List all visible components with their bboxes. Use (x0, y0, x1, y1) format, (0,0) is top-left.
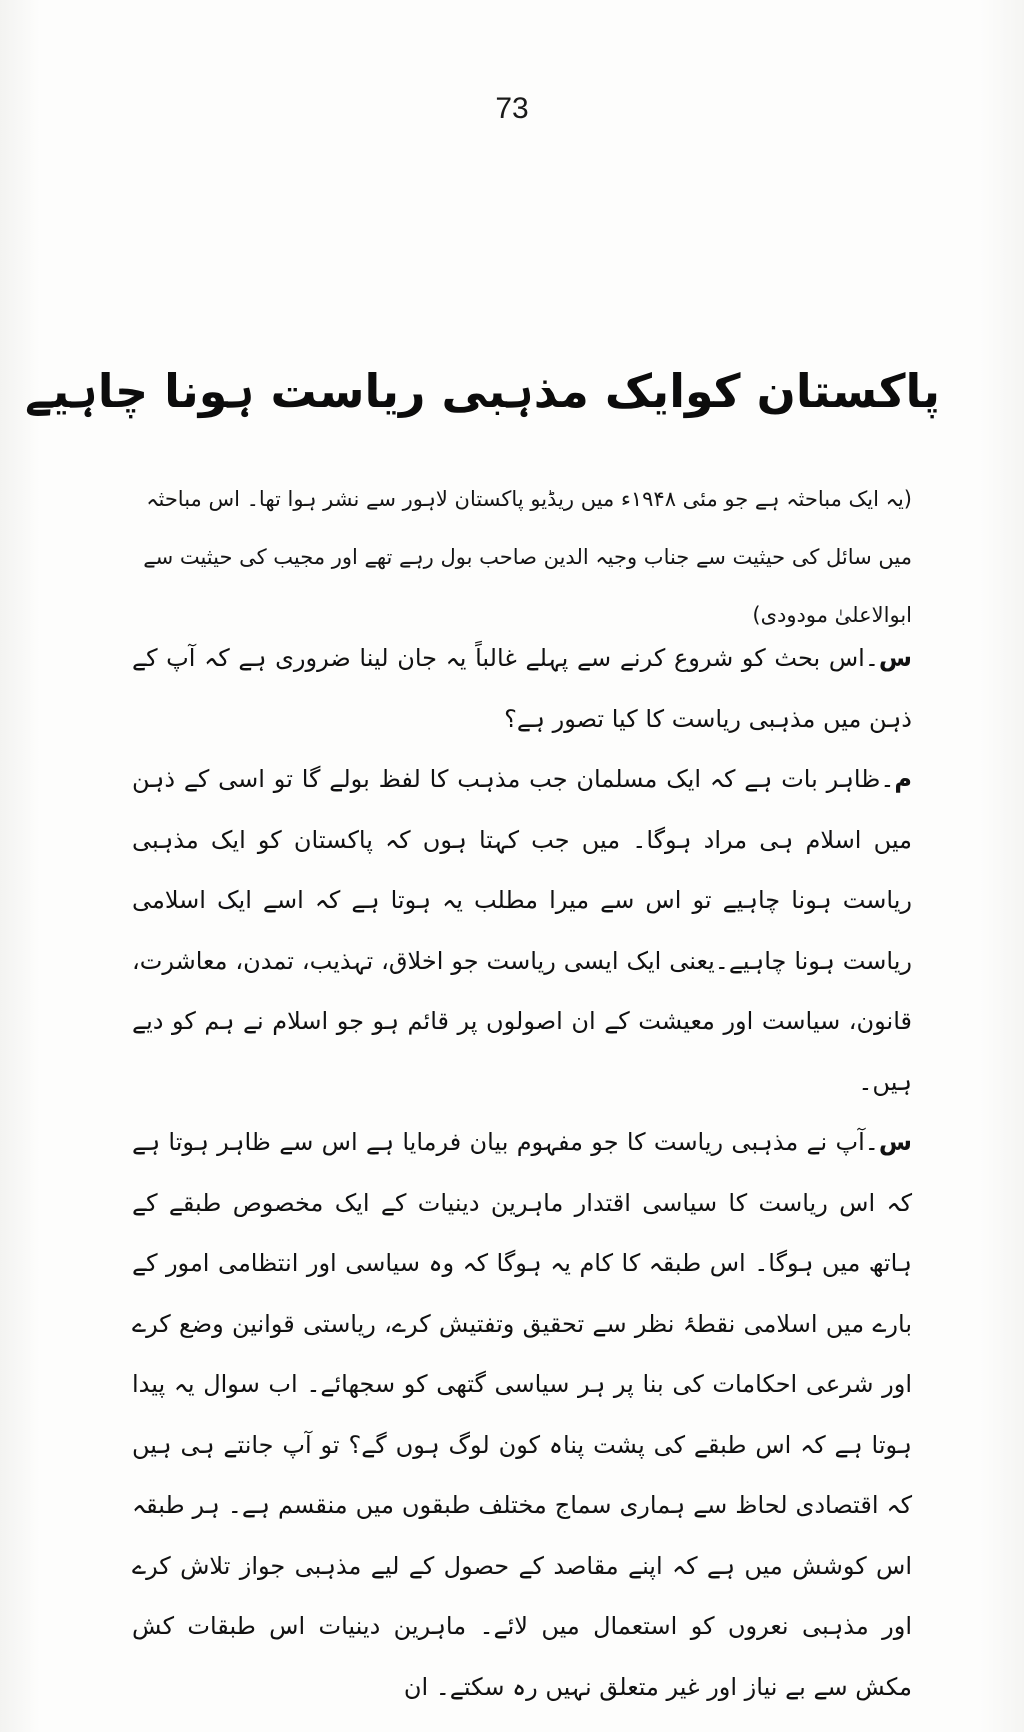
paragraph-text: ۔ظاہر بات ہے کہ ایک مسلمان جب مذہب کا لفظ بولے گا تو اسی کے ذہن میں اسلام ہی مراد ہوگا۔ میں جب کہتا ہوں کہ پاکستان کو ایک مذہبی ریاست ہونا چاہیے تو اس سے میرا مطلب یہ ہوتا ہے کہ اسے ایک اسلامی ریاست ہونا چاہیے۔یعنی ایک ایسی ریاست جو اخلاق، تہذیب، تمدن، معاشرت، قانون، سیاست اور معیشت کے ان اصولوں پر قائم ہو جو اسلام نے ہم کو دیے ہیں۔ (132, 765, 912, 1096)
page-number: 73 (495, 92, 529, 125)
paragraph-question-2 (132, 1112, 912, 1717)
bleed-through-text: ⠀ (923, 160, 940, 185)
speaker-label: س (878, 644, 912, 672)
paragraph-text: ۔اس بحث کو شروع کرنے سے پہلے غالباً یہ جان لینا ضروری ہے کہ آپ کے ذہن میں مذہبی ریاست کا کیا تصور ہے؟ (132, 644, 912, 733)
paragraph-answer-1 (132, 749, 912, 1112)
body-text (132, 628, 912, 1717)
intro-note: (یہ ایک مباحثہ ہے جو مئی ۱۹۴۸ء میں ریڈیو پاکستان لاہور سے نشر ہوا تھا۔ اس مباحثہ میں سائل کی حیثیت سے جناب وجیہ الدین صاحب بول رہے تھے اور مجیب کی حیثیت سے ابوالاعلیٰ مودودی) (143, 487, 912, 627)
paragraph-question-1 (132, 628, 912, 749)
speaker-label: م (894, 765, 912, 793)
paragraph-text: ۔آپ نے مذہبی ریاست کا جو مفہوم بیان فرمایا ہے اس سے ظاہر ہوتا ہے کہ اس ریاست کا سیاسی اقتدار ماہرین دینیات کے ایک مخصوص طبقے کے ہاتھ میں ہوگا۔ اس طبقہ کا کام یہ ہوگا کہ وہ سیاسی اور انتظامی امور کے بارے میں اسلامی نقطۂ نظر سے تحقیق وتفتیش کرے، ریاستی قوانین وضع کرے اور شرعی احکامات کی بنا پر ہر سیاسی گتھی کو سجھائے۔ اب سوال یہ پیدا ہوتا ہے کہ اس طبقے کی پشت پناہ کون لوگ ہوں گے؟ تو آپ جانتے ہی ہیں کہ اقتصادی لحاظ سے ہماری سماج مختلف طبقوں میں منقسم ہے۔ ہر طبقہ اس کوشش میں ہے کہ اپنے مقاصد کے حصول کے لیے مذہبی جواز تلاش کرے اور مذہبی نعروں کو استعمال میں لائے۔ ماہرین دینیات اس طبقات کش مکش سے بے نیاز اور غیر متعلق نہیں رہ سکتے۔ ان (132, 1128, 912, 1701)
bleed-through-text: ⠀ (923, 250, 940, 275)
speaker-label: س (878, 1128, 912, 1156)
chapter-title: پاکستان کوایک مذہبی ریاست ہونا چاہیے (25, 363, 940, 418)
bleed-through-text: ⠀ (923, 205, 940, 230)
